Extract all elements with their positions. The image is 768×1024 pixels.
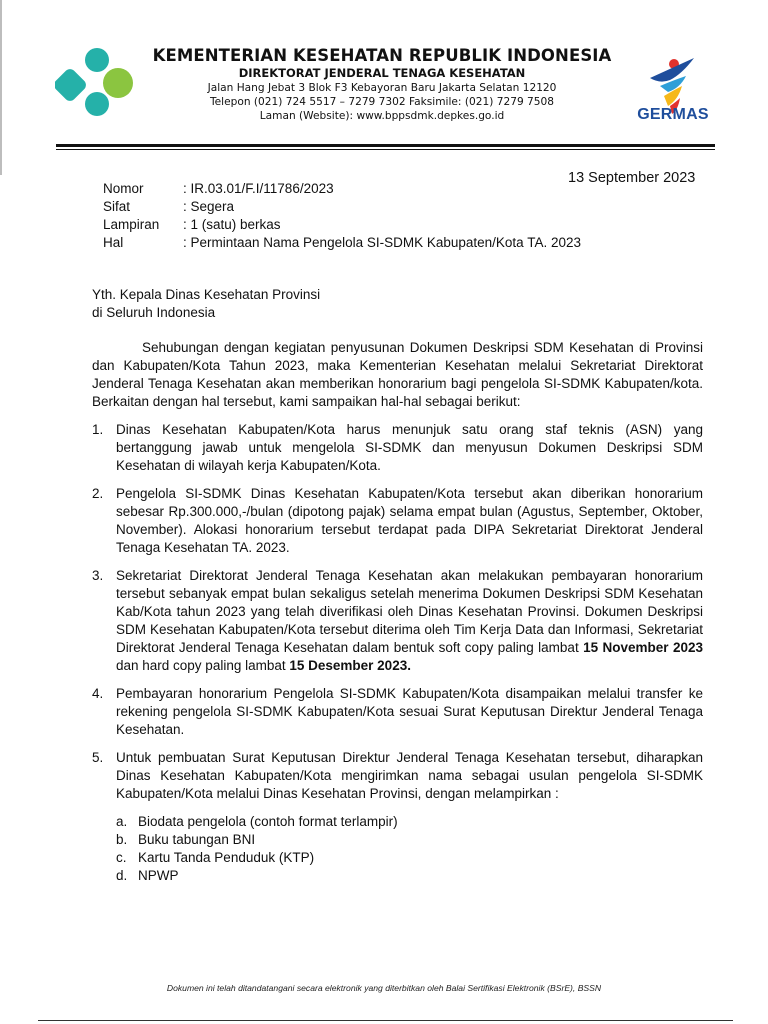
list-text-part: dan hard copy paling lambat bbox=[116, 658, 290, 673]
attachment-text: NPWP bbox=[138, 868, 179, 883]
attachment-letter: d. bbox=[116, 868, 128, 883]
addressee-line-2: di Seluruh Indonesia bbox=[92, 305, 216, 320]
attachment-text: Kartu Tanda Penduduk (KTP) bbox=[138, 850, 315, 865]
list-number: 2. bbox=[92, 486, 104, 501]
list-item bbox=[92, 749, 703, 885]
attachment-item bbox=[116, 831, 703, 849]
meta-value: : 1 (satu) berkas bbox=[183, 217, 281, 232]
list-text: Dinas Kesehatan Kabupaten/Kota harus menunjuk satu orang staf teknis (ASN) yang bertanggung jawab untuk mengelola SI-SDMK dan menyusun Dokumen Deskripsi SDM Kesehatan di wilayah kerja Kabupaten/Kota. bbox=[116, 422, 703, 473]
addressee-line-1: Yth. Kepala Dinas Kesehatan Provinsi bbox=[92, 287, 321, 302]
list-number: 5. bbox=[92, 750, 104, 765]
attachment-letter: b. bbox=[116, 832, 128, 847]
list-text: Pembayaran honorarium Pengelola SI-SDMK Kabupaten/Kota disampaikan melalui transfer ke rekening pengelola SI-SDMK Kabupaten/Kota sesuai Surat Keputusan Direktur Jenderal Tenaga Kesehatan. bbox=[116, 686, 703, 737]
e-signature-footer: Dokumen ini telah ditandatangani secara elektronik yang diterbitkan oleh Balai Sertifikasi Elektronik (BSrE), BSSN bbox=[166, 983, 602, 993]
directorate-name: DIREKTORAT JENDERAL TENAGA KESEHATAN bbox=[238, 66, 526, 80]
attachment-letter: c. bbox=[116, 850, 127, 865]
attachment-letter: a. bbox=[116, 814, 128, 829]
kemenkes-logo bbox=[55, 44, 141, 124]
list-item bbox=[92, 567, 703, 675]
logo-petal-left bbox=[55, 67, 88, 104]
list-text-part: Sekretariat Direktorat Jenderal Tenaga Kesehatan akan melakukan pembayaran honorarium tersebut sebanyak empat bulan sekaligus setelah menerima Dokumen Deskripsi SDM Kesehatan Kab/Kota tahun 2023 yang telah diverifikasi oleh Dinas Kesehatan Provinsi. Dokumen Deskripsi SDM Kesehatan Kabupaten/Kota tersebut diterima oleh Tim Kerja Data dan Informasi, Sekretariat Direktorat Jenderal Tenaga Kesehatan dalam bentuk soft copy paling lambat bbox=[116, 568, 703, 655]
attachment-item bbox=[116, 849, 703, 867]
letterhead bbox=[147, 46, 617, 123]
attachment-text: Biodata pengelola (contoh format terlampir) bbox=[138, 814, 398, 829]
page-edge-rule bbox=[0, 0, 2, 175]
list-number: 4. bbox=[92, 686, 104, 701]
list-text-block bbox=[116, 749, 703, 885]
germas-label: GERMAS bbox=[637, 106, 709, 123]
meta-value: : IR.03.01/F.I/11786/2023 bbox=[183, 181, 334, 196]
meta-label: Hal bbox=[103, 235, 124, 250]
footer-rule bbox=[38, 1020, 733, 1021]
meta-row-hal bbox=[103, 234, 581, 252]
deadline-hard-copy: 15 Desember 2023. bbox=[289, 658, 411, 673]
letter-date: 13 September 2023 bbox=[568, 170, 696, 186]
deadline-soft-copy: 15 November 2023 bbox=[583, 640, 703, 655]
ministry-name: KEMENTERIAN KESEHATAN REPUBLIK INDONESIA bbox=[152, 46, 612, 65]
attachment-item bbox=[116, 813, 703, 831]
list-item bbox=[92, 421, 703, 475]
list-text: Pengelola SI-SDMK Dinas Kesehatan Kabupaten/Kota tersebut akan diberikan honorarium sebesar Rp.300.000,-/bulan (dipotong pajak) selama empat bulan (Agustus, September, Oktober, November). Alokasi honorarium tersebut terdapat pada DIPA Sekretariat Direktorat Jenderal Tenaga Kesehatan TA. 2023. bbox=[116, 486, 703, 555]
meta-label: Lampiran bbox=[103, 217, 160, 232]
addressee bbox=[92, 286, 320, 322]
attachment-list bbox=[116, 813, 703, 885]
logo-center bbox=[92, 79, 102, 89]
list-item bbox=[92, 685, 703, 739]
attachment-text: Buku tabungan BNI bbox=[138, 832, 256, 847]
meta-label: Nomor bbox=[103, 181, 144, 196]
list-number: 3. bbox=[92, 568, 104, 583]
list-text bbox=[116, 567, 703, 675]
attachment-item bbox=[116, 867, 703, 885]
intro-paragraph: Sehubungan dengan kegiatan penyusunan Dokumen Deskripsi SDM Kesehatan di Provinsi dan Kabupaten/Kota Tahun 2023, maka Kementerian Kesehatan melalui Sekretariat Direktorat Jenderal Tenaga Kesehatan akan memberikan honorarium bagi pengelola SI-SDMK Kabupaten/kota. Berkaitan dengan hal tersebut, kami sampaikan hal-hal sebagai berikut: bbox=[92, 340, 703, 409]
letterhead-address: Jalan Hang Jebat 3 Blok F3 Kebayoran Baru Jakarta Selatan 12120 bbox=[207, 82, 557, 94]
list-item bbox=[92, 485, 703, 557]
meta-value: : Segera bbox=[183, 199, 235, 214]
letterhead-rule-thick bbox=[56, 144, 715, 147]
letterhead-website: Laman (Website): www.bppsdmk.depkes.go.id bbox=[259, 110, 505, 122]
meta-row-lampiran bbox=[103, 216, 581, 234]
letterhead-rule-thin bbox=[56, 149, 715, 150]
meta-label: Sifat bbox=[103, 199, 131, 214]
meta-value: : Permintaan Nama Pengelola SI-SDMK Kabupaten/Kota TA. 2023 bbox=[183, 235, 581, 250]
letterhead-phone: Telepon (021) 724 5517 – 7279 7302 Faksimile: (021) 7279 7508 bbox=[209, 96, 555, 108]
letter-meta bbox=[103, 180, 581, 252]
list-number: 1. bbox=[92, 422, 104, 437]
list-text: Untuk pembuatan Surat Keputusan Direktur Jenderal Tenaga Kesehatan tersebut, diharapkan Dinas Kesehatan Kabupaten/Kota mengirimkan nama sebagai usulan pengelola SI-SDMK Kabupaten/Kota melalui Dinas Kesehatan Provinsi, dengan melampirkan : bbox=[116, 750, 703, 801]
meta-row-sifat bbox=[103, 198, 581, 216]
letter-body bbox=[92, 339, 703, 895]
meta-row-nomor bbox=[103, 180, 581, 198]
